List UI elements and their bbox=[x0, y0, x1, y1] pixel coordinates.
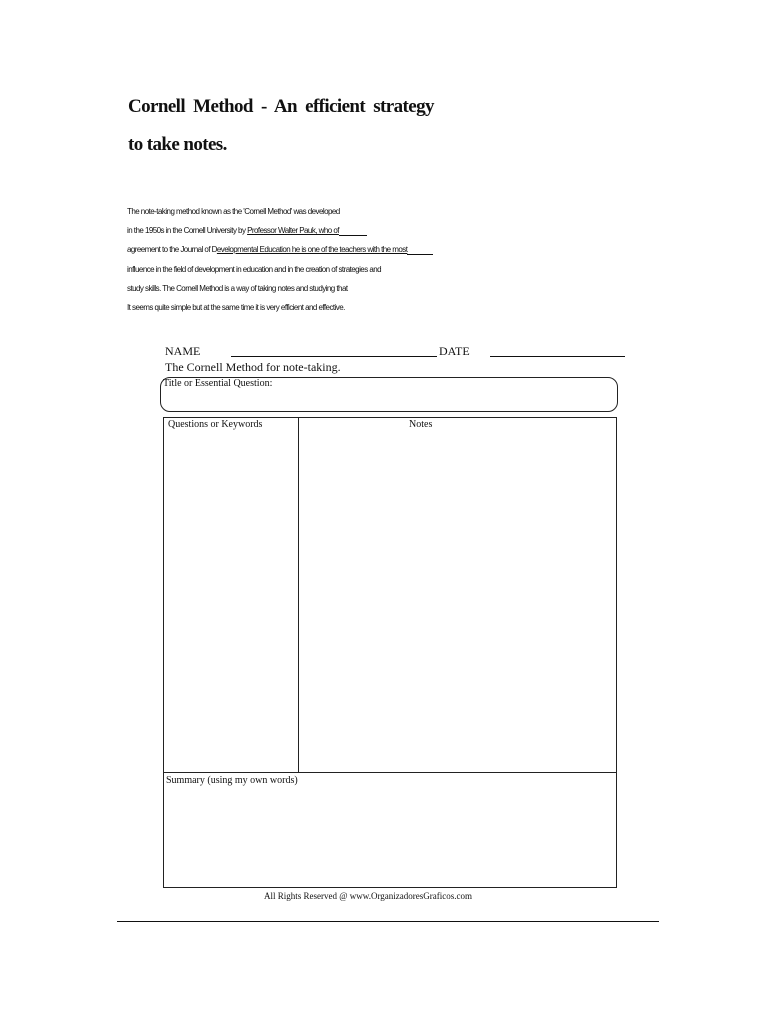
summary-area[interactable] bbox=[164, 786, 613, 884]
intro-professor-link: Professor Walter Pauk, who of bbox=[247, 226, 339, 235]
date-field-line[interactable] bbox=[490, 356, 625, 357]
intro-line-2 bbox=[127, 226, 427, 236]
column-divider bbox=[298, 417, 299, 772]
questions-area[interactable] bbox=[164, 430, 297, 770]
intro-journal-link: evelopmental Education he is one of the teachers with the most bbox=[216, 245, 408, 254]
intro-line-3-text: agreement to the Journal of D bbox=[127, 245, 217, 254]
footer-copyright: All Rights Reserved @ www.OrganizadoresGraficos.com bbox=[264, 891, 472, 901]
date-label: DATE bbox=[439, 344, 470, 358]
intro-underline-fill bbox=[339, 227, 367, 236]
name-label: NAME bbox=[165, 344, 201, 358]
summary-label: Summary (using my own words) bbox=[166, 775, 298, 786]
intro-line-1: The note-taking method known as the 'Cornell Method' was developed bbox=[127, 207, 340, 216]
intro-line-2-text: in the 1950s in the Cornell University by bbox=[127, 226, 248, 235]
intro-line-5: study skills. The Cornell Method is a way of taking notes and studying that bbox=[127, 284, 348, 293]
intro-underline-fill-2 bbox=[407, 246, 433, 255]
notes-area[interactable] bbox=[300, 430, 613, 770]
template-subtitle: The Cornell Method for note-taking. bbox=[165, 360, 341, 374]
summary-divider bbox=[163, 772, 616, 773]
title-question-label: Title or Essential Question: bbox=[163, 378, 273, 389]
document-title-line-1: Cornell Method - An efficient strategy bbox=[128, 96, 434, 117]
document-title-line-2: to take notes. bbox=[128, 134, 227, 155]
notes-column-label: Notes bbox=[409, 419, 433, 430]
page-bottom-rule bbox=[117, 921, 659, 922]
questions-column-label: Questions or Keywords bbox=[168, 419, 263, 430]
intro-line-4: influence in the field of development in education and in the creation of strategies and bbox=[127, 265, 382, 274]
name-field-line[interactable] bbox=[231, 356, 437, 357]
intro-line-3 bbox=[127, 245, 427, 255]
intro-line-6: It seems quite simple but at the same time it is very efficient and effective. bbox=[127, 303, 345, 312]
